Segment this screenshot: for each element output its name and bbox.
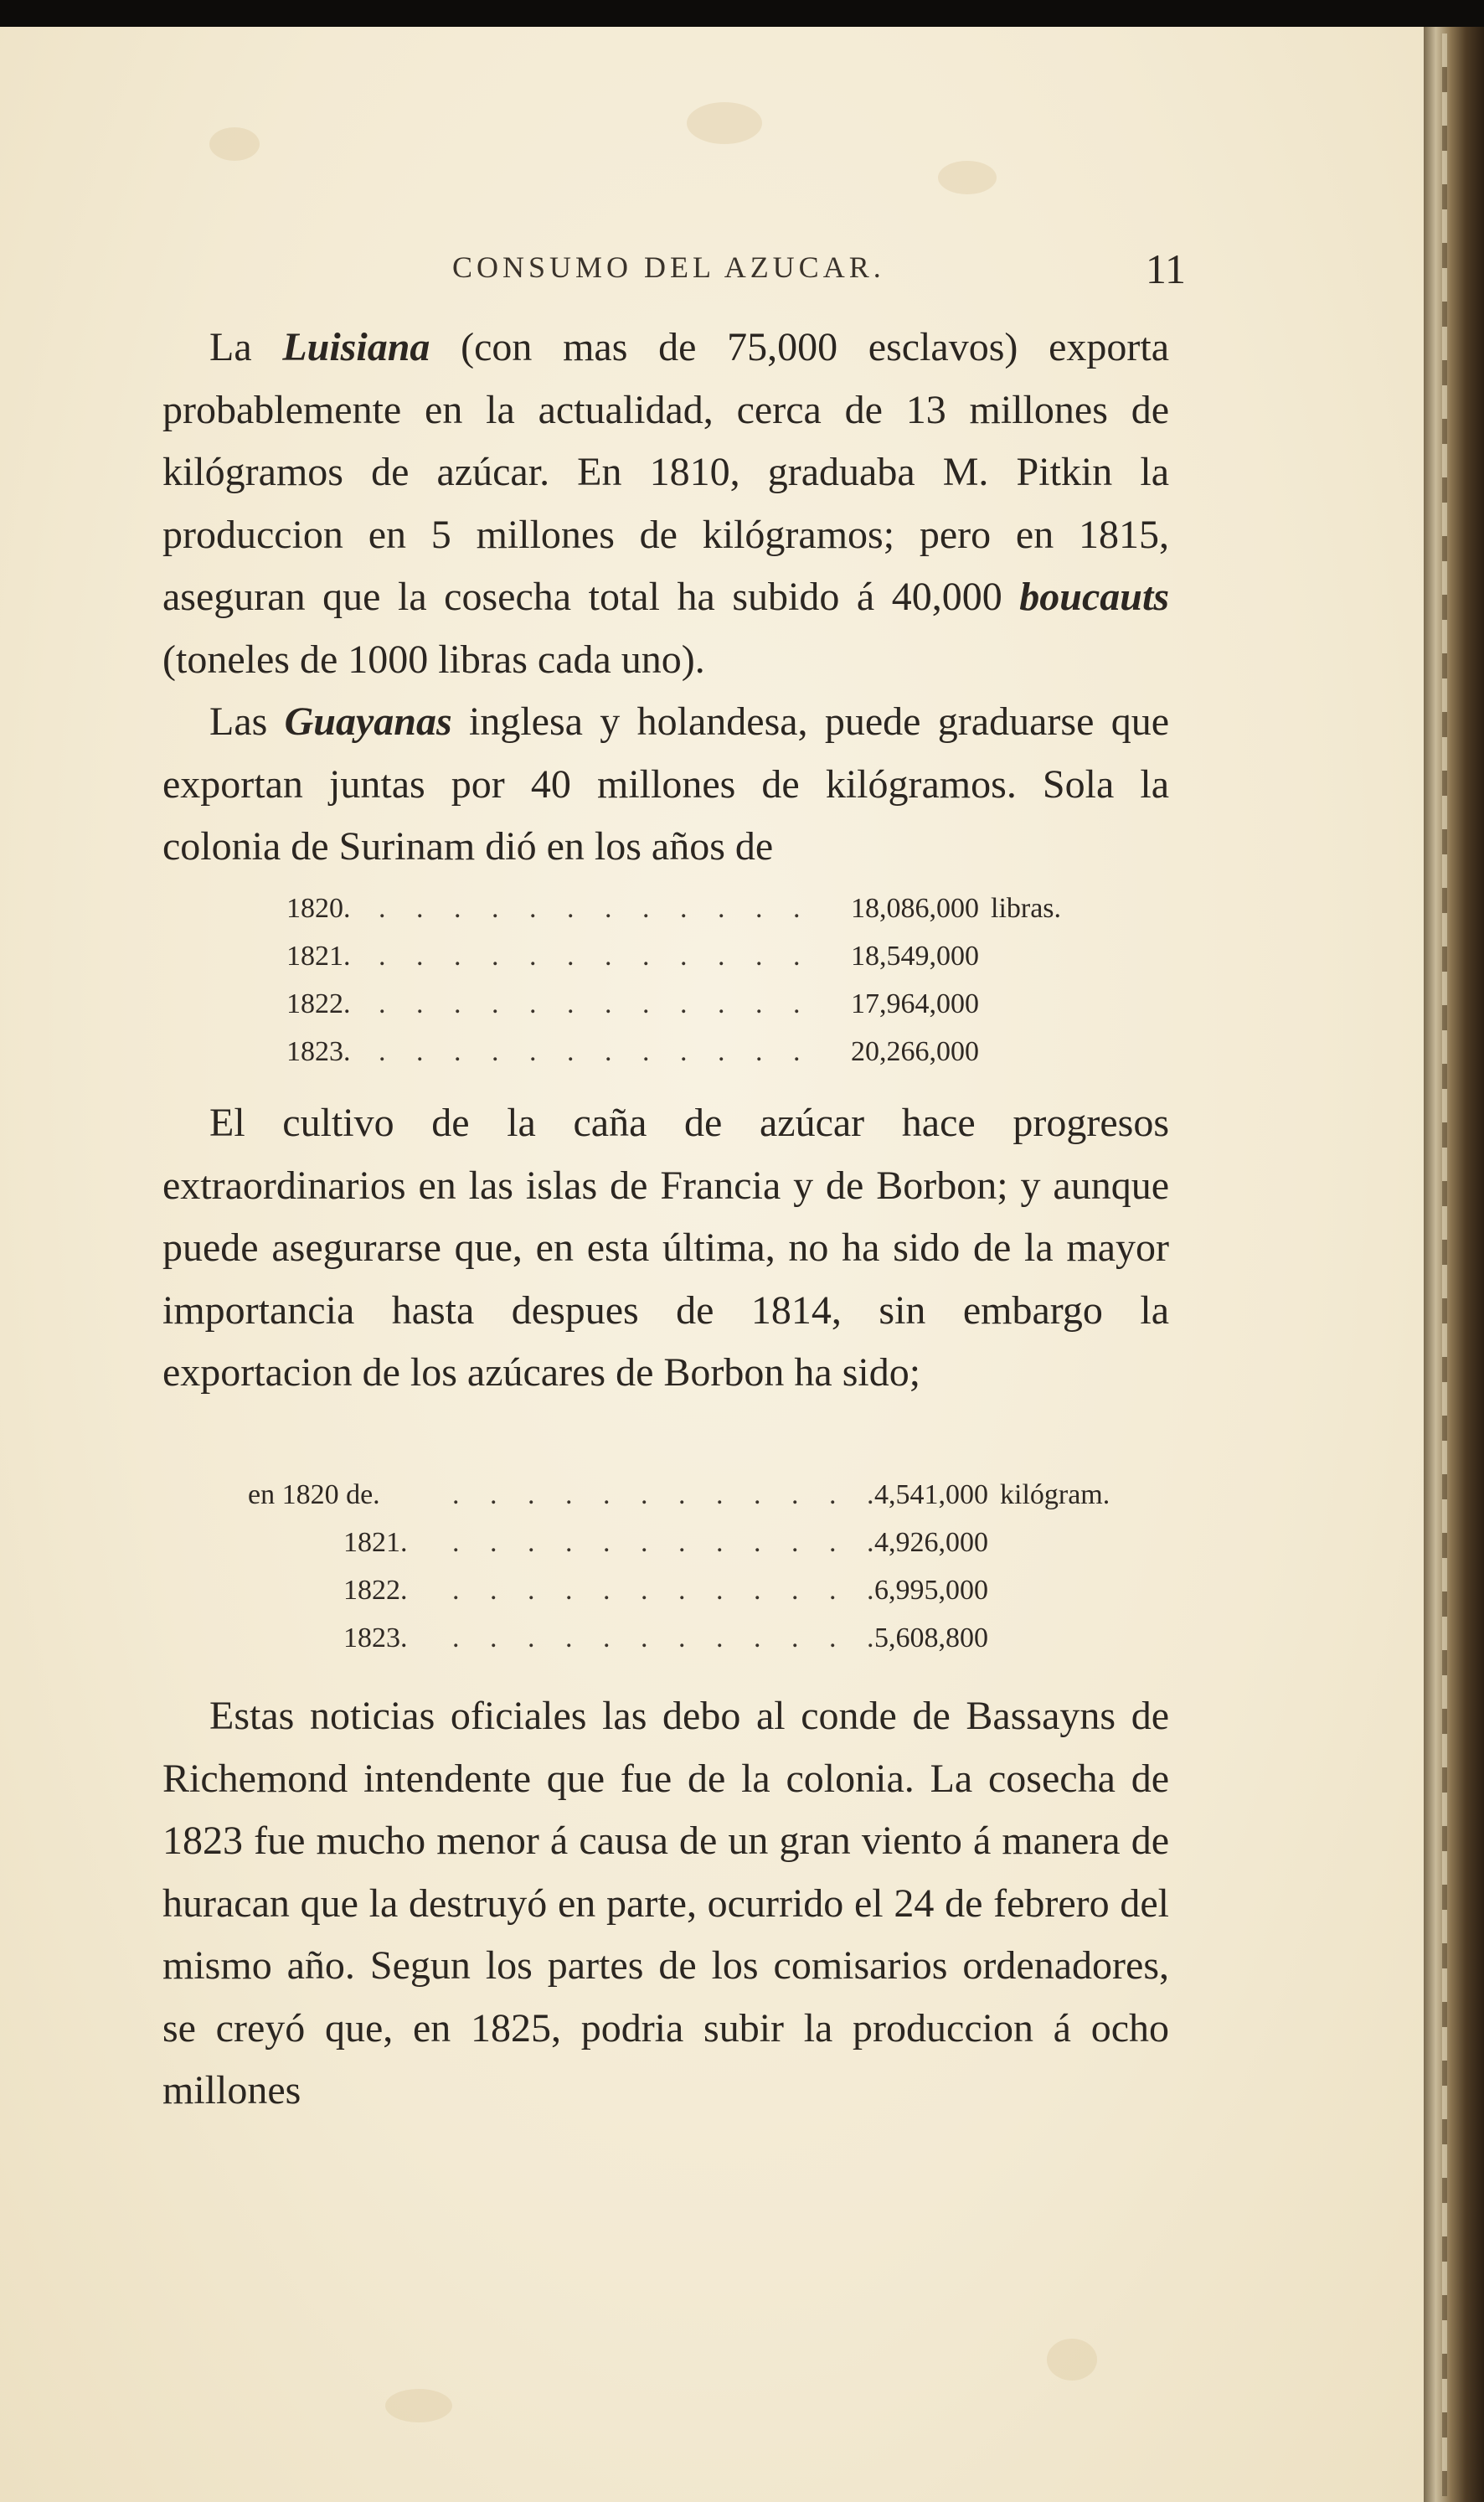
leader-dots: . . . . . . . . . . . . <box>452 1622 886 1653</box>
leader-dots: . . . . . . . . . . . . <box>379 988 812 1019</box>
year-cell: 1821. <box>286 941 351 972</box>
value-cell: 18,549,000 <box>851 941 979 972</box>
emphasis-boucauts: boucauts <box>1019 575 1169 619</box>
table-row <box>248 1479 1169 1527</box>
paragraph-guayanas: Las Guayanas inglesa y holandesa, puede graduarse que exportan juntas por 40 millones de kilógramos. Sola la colonia de Surinam dió en los años de <box>162 699 1169 869</box>
unit-label: kilógram. <box>1000 1479 1110 1510</box>
value-cell: 4,926,000 <box>874 1527 988 1558</box>
year-cell: 1820. <box>286 893 351 924</box>
table-row <box>286 1036 1124 1084</box>
surinam-export-table <box>286 893 1124 1084</box>
foxing-spot <box>209 127 260 161</box>
emphasis-luisiana: Luisiana <box>282 325 430 369</box>
unit-label: libras. <box>991 893 1062 924</box>
value-cell: 4,541,000 kilógram. <box>874 1479 1110 1510</box>
running-head: CONSUMO DEL AZUCAR. <box>452 250 885 284</box>
foxing-spot <box>1047 2339 1097 2381</box>
foxing-spot <box>687 102 762 144</box>
foxing-spot <box>938 161 997 194</box>
value-cell: 5,608,800 <box>874 1622 988 1653</box>
table-row <box>286 941 1124 988</box>
table-row <box>286 988 1124 1036</box>
year-cell: 1822. <box>343 1575 408 1606</box>
year-cell: 1823. <box>286 1036 351 1067</box>
page-number: 11 <box>1145 245 1186 292</box>
borbon-export-table <box>248 1479 1169 1670</box>
leader-dots: . . . . . . . . . . . . <box>452 1479 886 1510</box>
year-cell: 1823. <box>343 1622 408 1653</box>
foxing-spot <box>385 2389 452 2422</box>
leader-dots: . . . . . . . . . . . . <box>379 941 812 972</box>
table-row <box>248 1575 1169 1622</box>
binding-stitching <box>1442 34 1447 2496</box>
leader-dots: . . . . . . . . . . . . <box>379 893 812 924</box>
paragraph-text: El cultivo de la caña de azúcar hace progresos extraordinarios en las islas de Francia y de Borbon; y aunque puede asegurarse que, en esta última, no ha sido de la mayor importancia hasta despues de 1814, sin embargo la exportacion de los azúcares de Borbon ha sido; <box>162 1101 1169 1395</box>
leader-dots: . . . . . . . . . . . . <box>452 1575 886 1606</box>
year-cell: 1822. <box>286 988 351 1019</box>
year-cell: en 1820 de. <box>248 1479 380 1510</box>
value-cell: 18,086,000 libras. <box>851 893 1062 924</box>
book-binding-edge <box>1424 27 1484 2502</box>
value-cell: 6,995,000 <box>874 1575 988 1606</box>
value-cell: 20,266,000 <box>851 1036 979 1067</box>
emphasis-guayanas: Guayanas <box>284 699 452 744</box>
leader-dots: . . . . . . . . . . . . <box>379 1036 812 1067</box>
leader-dots: . . . . . . . . . . . . <box>452 1527 886 1558</box>
table-row <box>248 1622 1169 1670</box>
paragraph-luisiana: La Luisiana (con mas de 75,000 esclavos) exporta probablemente en la actualidad, cerca de 13 millones de kilógramos de azúcar. En 1810, graduaba M. Pitkin la produccion en 5 millones de kilógramos; pero en 1815, aseguran que la cosecha total ha subido á 40,000 boucauts (toneles de 1000 libras cada uno). <box>162 325 1170 682</box>
paragraph-text: Estas noticias oficiales las debo al conde de Bassayns de Richemond intendente que fue de la colonia. La cosecha de 1823 fue mucho menor á causa de un gran viento á manera de huracan que la destruyó en parte, ocurrido el 24 de febrero del mismo año. Segun los partes de los comisarios ordenadores, se creyó que, en 1825, podria subir la produccion á ocho millones <box>162 1694 1169 2113</box>
year-cell: 1821. <box>343 1527 408 1558</box>
paragraph-luisiana-guayanas <box>162 317 1169 879</box>
value-cell: 17,964,000 <box>851 988 979 1019</box>
table-row <box>248 1527 1169 1575</box>
paragraph-borbon <box>162 1092 1169 1405</box>
scan-top-border <box>0 0 1484 27</box>
paragraph-bassayns <box>162 1685 1169 2123</box>
table-row <box>286 893 1124 941</box>
